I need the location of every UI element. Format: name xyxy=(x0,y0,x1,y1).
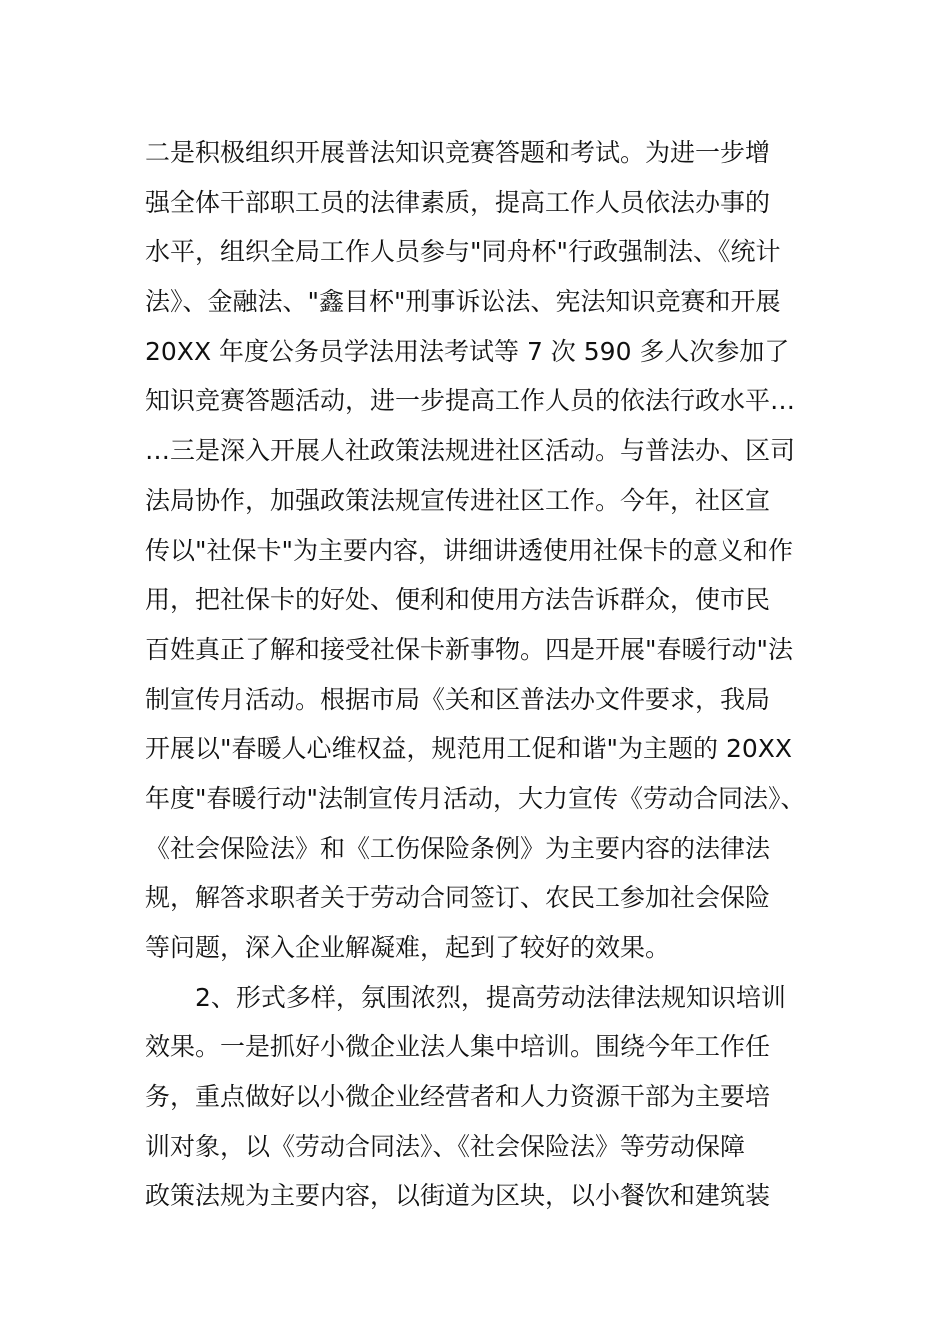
text-line: 法》、金融法、"鑫目杯"刑事诉讼法、宪法知识竞赛和开展 xyxy=(145,287,781,317)
text-line: 务，重点做好以小微企业经营者和人力资源干部为主要培 xyxy=(145,1082,771,1112)
text-line: 政策法规为主要内容，以街道为区块，以小餐饮和建筑装 xyxy=(145,1181,771,1211)
text-line: 20XX 年度公务员学法用法考试等 7 次 590 多人次参加了 xyxy=(145,336,790,366)
text-line: 传以"社保卡"为主要内容，讲细讲透使用社保卡的意义和作 xyxy=(145,535,794,565)
text-line: 《社会保险法》和《工伤保险条例》为主要内容的法律法 xyxy=(145,833,771,863)
text-line: …三是深入开展人社政策法规进社区活动。与普法办、区司 xyxy=(145,436,796,466)
paragraph-start-line: 2、形式多样，氛围浓烈，提高劳动法律法规知识培训 xyxy=(195,982,786,1012)
text-line: 制宣传月活动。根据市局《关和区普法办文件要求，我局 xyxy=(145,684,771,714)
text-line: 水平，组织全局工作人员参与"同舟杯"行政强制法、《统计 xyxy=(145,237,781,267)
text-line: 强全体干部职工员的法律素质，提高工作人员依法办事的 xyxy=(145,187,771,217)
text-line: 用，把社保卡的好处、便利和使用方法告诉群众，使市民 xyxy=(145,585,771,615)
text-line: 等问题，深入企业解凝难，起到了较好的效果。 xyxy=(145,933,671,962)
text-line: 规，解答求职者关于劳动合同签订、农民工参加社会保险 xyxy=(145,883,771,913)
text-line: 百姓真正了解和接受社保卡新事物。四是开展"春暖行动"法 xyxy=(145,634,794,664)
text-line: 效果。一是抓好小微企业法人集中培训。围绕今年工作任 xyxy=(145,1032,771,1062)
text-line: 开展以"春暖人心维权益，规范用工促和谐"为主题的 20XX xyxy=(145,734,793,764)
text-line: 知识竞赛答题活动，进一步提高工作人员的依法行政水平… xyxy=(145,386,796,416)
text-line: 训对象，以《劳动合同法》、《社会保险法》等劳动保障 xyxy=(145,1131,746,1161)
text-line: 二是积极组织开展普法知识竞赛答题和考试。为进一步增 xyxy=(145,138,771,167)
text-line: 法局协作，加强政策法规宣传进社区工作。今年，社区宣 xyxy=(145,485,771,515)
body-text xyxy=(145,128,817,1221)
text-line: 年度"春暖行动"法制宣传月活动，大力宣传《劳动合同法》、 xyxy=(145,783,806,813)
